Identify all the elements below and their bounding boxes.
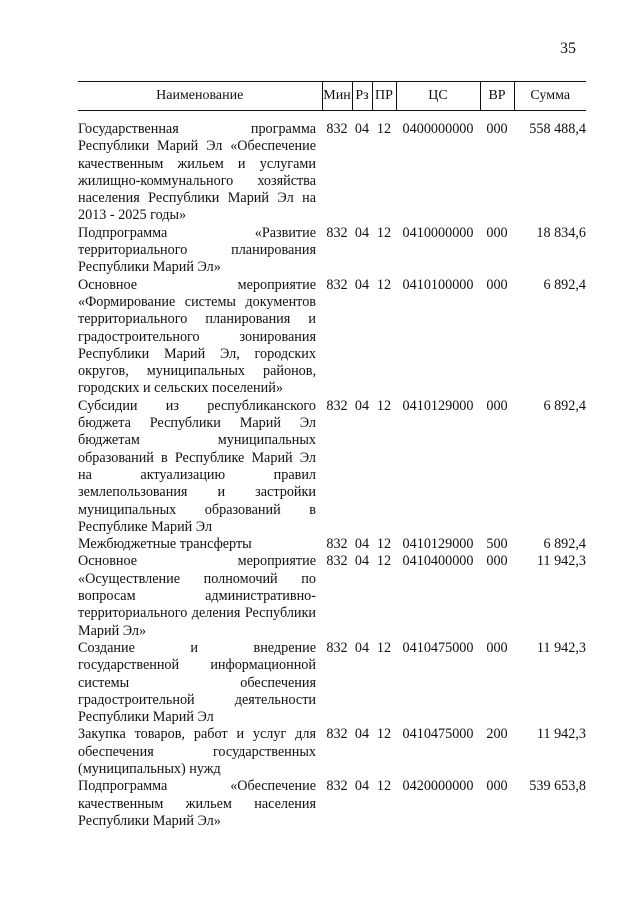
table-row <box>78 726 586 778</box>
row-vr: 500 <box>486 536 508 553</box>
row-rz: 04 <box>354 224 370 241</box>
row-sum: 6 892,4 <box>543 397 586 414</box>
row-rz: 04 <box>354 726 370 743</box>
row-sum: 11 942,3 <box>536 553 586 570</box>
row-pr: 12 <box>376 639 392 656</box>
row-vr: 000 <box>486 553 508 570</box>
row-pr: 12 <box>376 778 392 795</box>
table-body <box>78 111 586 831</box>
header-rz: Рз <box>352 82 372 111</box>
row-name: Подпрограмма «Развитие территориального планирования Республики Марий Эл» <box>78 224 316 276</box>
row-rz: 04 <box>354 397 370 414</box>
header-cs: ЦС <box>396 82 480 111</box>
row-pr: 12 <box>376 121 392 137</box>
row-min: 832 <box>326 276 348 293</box>
row-pr: 12 <box>376 726 392 743</box>
row-vr: 000 <box>486 397 508 414</box>
row-cs: 0420000000 <box>402 778 474 795</box>
row-rz: 04 <box>354 639 370 656</box>
row-min: 832 <box>326 778 348 795</box>
row-cs: 0410129000 <box>402 397 474 414</box>
row-sum: 6 892,4 <box>543 536 586 553</box>
table-row <box>78 553 586 639</box>
header-min: Мин <box>322 82 352 111</box>
header-name: Наименование <box>78 82 322 111</box>
row-rz: 04 <box>354 121 370 137</box>
row-cs: 0410400000 <box>402 553 474 570</box>
row-pr: 12 <box>376 553 392 570</box>
row-rz: 04 <box>354 536 370 553</box>
row-cs: 0410129000 <box>402 536 474 553</box>
row-sum: 11 942,3 <box>536 726 586 743</box>
row-name: Подпрограмма «Обеспечение качественным жильем населения Республики Марий Эл» <box>78 778 316 829</box>
row-cs: 0400000000 <box>402 121 474 137</box>
row-vr: 000 <box>486 224 508 241</box>
row-pr: 12 <box>376 397 392 414</box>
table-row <box>78 778 586 830</box>
table-header <box>78 82 586 111</box>
table-row <box>78 536 586 553</box>
row-cs: 0410100000 <box>402 276 474 293</box>
table-row <box>78 277 586 398</box>
row-min: 832 <box>326 536 348 553</box>
header-sum: Сумма <box>514 82 586 111</box>
row-pr: 12 <box>376 224 392 241</box>
row-pr: 12 <box>376 276 392 293</box>
row-cs: 0410000000 <box>402 224 474 241</box>
header-vr: ВР <box>480 82 514 111</box>
row-min: 832 <box>326 397 348 414</box>
row-name: Создание и внедрение государственной информационной системы обеспечения градостроительной деятельности Республики Марий Эл <box>78 639 316 726</box>
page-number: 35 <box>560 40 576 57</box>
row-name: Основное мероприятие «Формирование системы документов территориального планирования и градостроительного зонирования Республики Марий Эл, городских округов, муниципальных районов, городских и сельских поселений» <box>78 276 316 397</box>
row-cs: 0410475000 <box>402 726 474 743</box>
row-min: 832 <box>326 121 348 137</box>
row-vr: 000 <box>486 778 508 795</box>
row-vr: 000 <box>486 639 508 656</box>
row-sum: 18 834,6 <box>536 224 586 241</box>
row-name: Субсидии из республиканского бюджета Республики Марий Эл бюджетам муниципальных образований в Республике Марий Эл на актуализацию правил землепользования и застройки муниципальных образований в Республике Марий Эл <box>78 397 316 535</box>
row-vr: 200 <box>486 726 508 743</box>
row-min: 832 <box>326 639 348 656</box>
row-name: Межбюджетные трансферты <box>78 536 252 553</box>
row-rz: 04 <box>354 778 370 795</box>
row-name: Государственная программа Республики Марий Эл «Обеспечение качественным жильем и услугами жилищно-коммунального хозяйства населения Республики Марий Эл на 2013 - 2025 годы» <box>78 121 316 224</box>
row-min: 832 <box>326 726 348 743</box>
row-sum: 539 653,8 <box>529 778 586 795</box>
row-min: 832 <box>326 224 348 241</box>
table-row <box>78 225 586 277</box>
table-row <box>78 398 586 536</box>
budget-table <box>78 81 586 830</box>
row-sum: 11 942,3 <box>536 639 586 656</box>
header-pr: ПР <box>372 82 396 111</box>
row-sum: 558 488,4 <box>529 121 586 137</box>
row-vr: 000 <box>486 121 508 137</box>
row-name: Закупка товаров, работ и услуг для обеспечения государственных (муниципальных) нужд <box>78 726 316 777</box>
row-min: 832 <box>326 553 348 570</box>
row-sum: 6 892,4 <box>543 276 586 293</box>
table-row <box>78 121 586 225</box>
row-cs: 0410475000 <box>402 639 474 656</box>
row-pr: 12 <box>376 536 392 553</box>
row-rz: 04 <box>354 553 370 570</box>
row-rz: 04 <box>354 276 370 293</box>
row-vr: 000 <box>486 276 508 293</box>
table-row <box>78 640 586 726</box>
row-name: Основное мероприятие «Осуществление полномочий по вопросам административно-территориального деления Республики Марий Эл» <box>78 553 316 639</box>
